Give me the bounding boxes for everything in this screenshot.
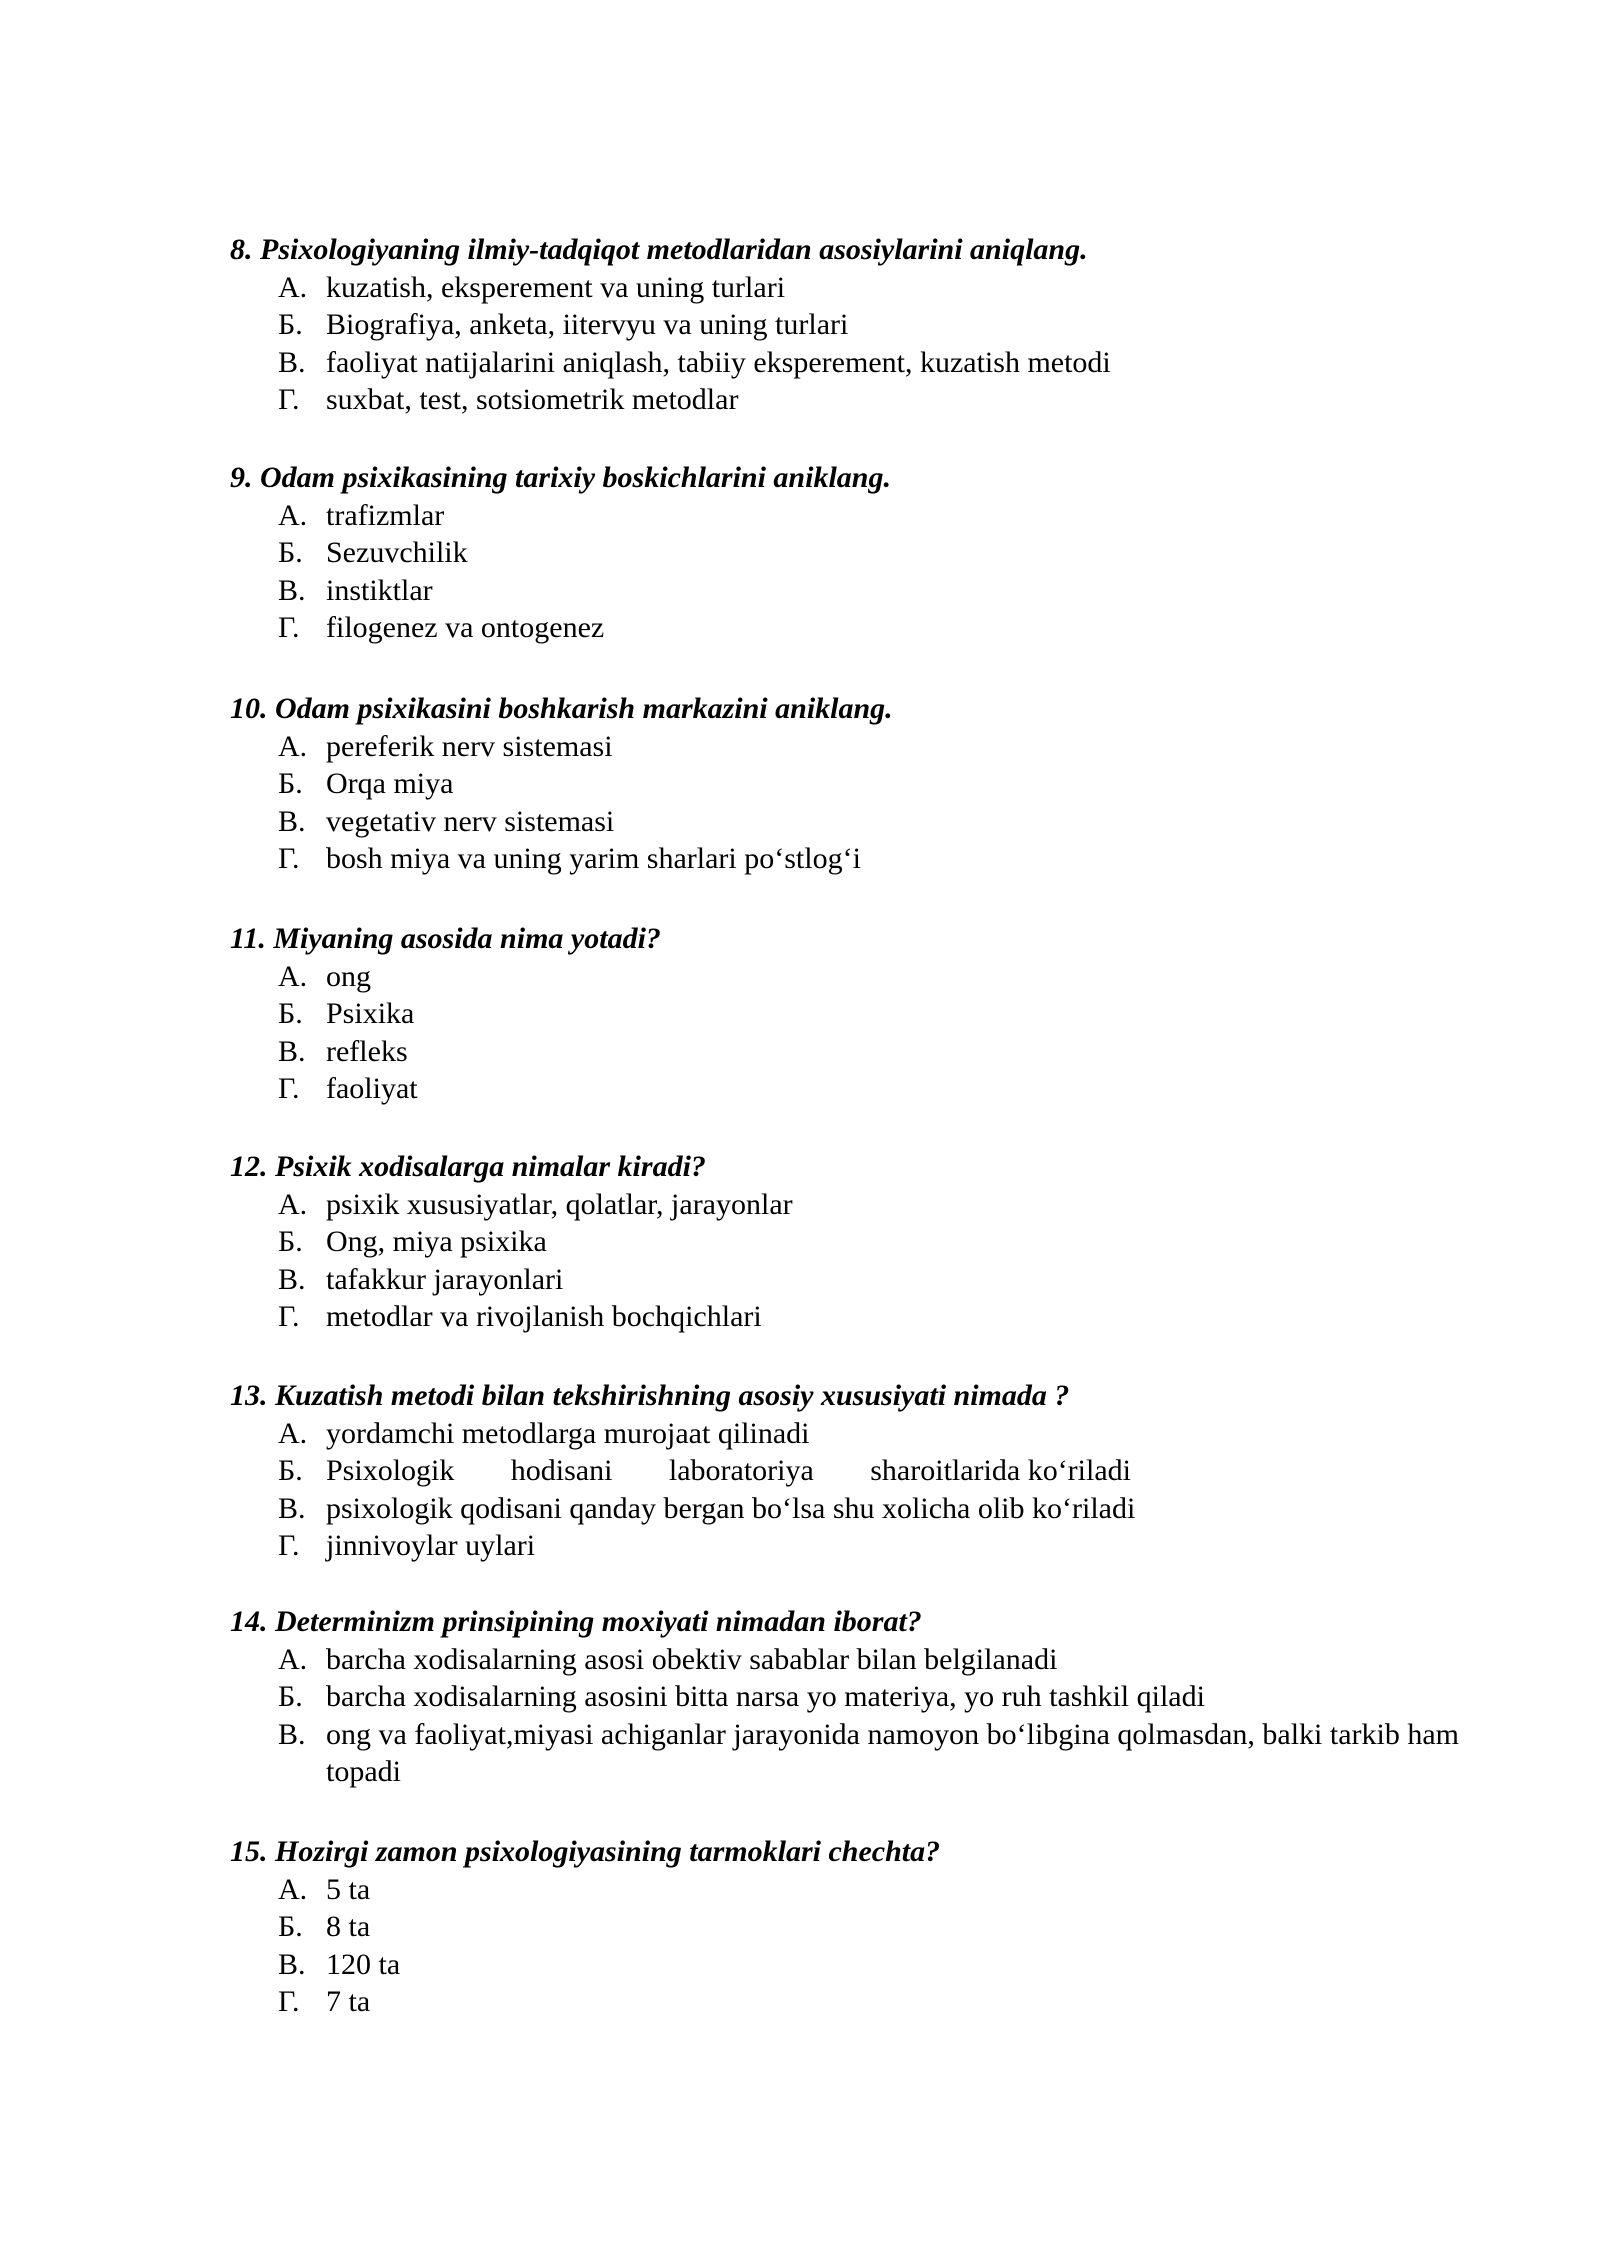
option-letter: Б. (278, 1910, 303, 1943)
answer-option (230, 1678, 1510, 1716)
option-letter: Г. (278, 842, 300, 875)
option-letter: Г. (278, 611, 300, 644)
answer-option (230, 1261, 1510, 1299)
answer-option (230, 1983, 1510, 2021)
option-text: jinnivoylar uylari (326, 1529, 536, 1562)
option-letter: А. (278, 270, 308, 304)
answer-option (230, 572, 1510, 610)
option-text: 120 ta (326, 1947, 401, 1981)
question-14 (230, 1603, 1510, 1791)
question-title: 11. Miyaning asosida nima yotadi? (230, 922, 661, 955)
option-letter: Г. (278, 383, 300, 416)
option-text: ong va faoliyat,miyasi achiganlar jarayonida namoyon bo‘libgina qolmasdan, balki tarkib ham topadi (326, 1717, 1460, 1788)
option-text: psixik xususiyatlar, qolatlar, jarayonlar (326, 1187, 793, 1221)
option-letter: В. (278, 804, 306, 838)
answer-option (230, 497, 1510, 535)
option-letter: Б. (278, 1454, 303, 1487)
option-letter: В. (278, 573, 306, 607)
option-letter: А. (278, 1416, 308, 1450)
option-letter: Г. (278, 1529, 300, 1562)
option-letter: В. (278, 1717, 306, 1751)
question-9 (230, 459, 1510, 647)
option-letter: Г. (278, 1072, 300, 1105)
answer-option (230, 1527, 1510, 1565)
answer-option (230, 1452, 1510, 1490)
option-text: Psixika (326, 997, 415, 1030)
answer-option (230, 840, 1510, 878)
option-letter: Б. (278, 1680, 303, 1713)
answer-option (230, 1908, 1510, 1946)
option-text: suxbat, test, sotsiometrik metodlar (326, 383, 739, 416)
answer-option (230, 306, 1510, 344)
option-letter: А. (278, 498, 308, 532)
answer-option (230, 958, 1510, 996)
option-letter: Г. (278, 1985, 300, 2018)
question-title: 13. Kuzatish metodi bilan tekshirishning asosiy xususiyati nimada ? (230, 1379, 1070, 1412)
answer-option (230, 1070, 1510, 1108)
question-10 (230, 690, 1510, 878)
option-text: Biografiya, anketa, iitervyu va uning turlari (326, 308, 849, 341)
question-12 (230, 1148, 1510, 1336)
option-text: trafizmlar (326, 498, 445, 532)
option-text: bosh miya va uning yarim sharlari po‘stlog‘i (326, 842, 861, 875)
option-text: Orqa miya (326, 767, 454, 800)
option-letter: В. (278, 1262, 306, 1296)
answer-option (230, 1033, 1510, 1071)
option-letter: В. (278, 1034, 306, 1068)
answer-option (230, 534, 1510, 572)
option-text: kuzatish, eksperement va uning turlari (326, 270, 786, 304)
option-text: faoliyat natijalarini aniqlash, tabiiy eksperement, kuzatish metodi (326, 345, 1111, 379)
option-text: ong (326, 959, 371, 993)
option-letter: Б. (278, 308, 303, 341)
option-text: filogenez va ontogenez (326, 611, 605, 644)
option-letter: В. (278, 1491, 306, 1525)
option-text: barcha xodisalarning asosi obektiv sabablar bilan belgilanadi (326, 1642, 1058, 1676)
answer-option (230, 1641, 1510, 1679)
question-8 (230, 231, 1510, 419)
option-word: sharoitlarida ko‘riladi (870, 1454, 1131, 1487)
option-letter: В. (278, 1947, 306, 1981)
answer-option (230, 1223, 1510, 1261)
question-11 (230, 920, 1510, 1108)
option-text: pereferik nerv sistemasi (326, 729, 613, 763)
option-letter: Б. (278, 997, 303, 1030)
answer-option (230, 1415, 1510, 1453)
option-letter: А. (278, 1187, 308, 1221)
answer-option (230, 1186, 1510, 1224)
question-title: 12. Psixik xodisalarga nimalar kiradi? (230, 1150, 706, 1183)
answer-option (230, 381, 1510, 419)
answer-option (230, 1716, 1510, 1791)
option-letter: А. (278, 729, 308, 763)
answer-option (230, 344, 1510, 382)
question-15 (230, 1833, 1510, 2021)
option-text: 7 ta (326, 1985, 371, 2018)
answer-option (230, 609, 1510, 647)
question-title: 9. Odam psixikasining tarixiy boskichlarini aniklang. (230, 461, 891, 494)
option-letter: Б. (278, 1225, 303, 1258)
option-word: laboratoriya (668, 1454, 814, 1487)
answer-option (230, 1490, 1510, 1528)
option-text: Ong, miya psixika (326, 1225, 547, 1258)
answer-option (230, 1871, 1510, 1909)
option-text: tafakkur jarayonlari (326, 1262, 564, 1296)
option-letter: А. (278, 1642, 308, 1676)
answer-option (230, 995, 1510, 1033)
option-text: psixologik qodisani qanday bergan bo‘lsa shu xolicha olib ko‘riladi (326, 1491, 1136, 1525)
question-title: 8. Psixologiyaning ilmiy-tadqiqot metodlaridan asosiylarini aniqlang. (230, 233, 1088, 266)
answer-option (230, 1298, 1510, 1336)
option-letter: Г. (278, 1300, 300, 1333)
option-text: refleks (326, 1034, 408, 1068)
option-text: 8 ta (326, 1910, 371, 1943)
question-title: 14. Determinizm prinsipining moxiyati nimadan iborat? (230, 1605, 922, 1638)
answer-option (230, 728, 1510, 766)
option-letter: Б. (278, 767, 303, 800)
option-text: faoliyat (326, 1072, 418, 1105)
question-title: 15. Hozirgi zamon psixologiyasining tarmoklari chechta? (230, 1835, 941, 1868)
answer-option (230, 1946, 1510, 1984)
option-text: instiktlar (326, 573, 433, 607)
option-text: Sezuvchilik (326, 536, 468, 569)
option-text: vegetativ nerv sistemasi (326, 804, 615, 838)
option-text (326, 1452, 1131, 1490)
option-letter: А. (278, 1872, 308, 1906)
option-text: yordamchi metodlarga murojaat qilinadi (326, 1416, 810, 1450)
question-13 (230, 1377, 1510, 1565)
option-text: 5 ta (326, 1872, 371, 1906)
option-text: barcha xodisalarning asosini bitta narsa yo materiya, yo ruh tashkil qiladi (326, 1680, 1205, 1713)
question-title: 10. Odam psixikasini boshkarish markazini aniklang. (230, 692, 893, 725)
answer-option (230, 269, 1510, 307)
option-letter: А. (278, 959, 308, 993)
option-word: hodisani (510, 1454, 613, 1487)
answer-option (230, 765, 1510, 803)
option-letter: Б. (278, 536, 303, 569)
option-word: Psixologik (326, 1454, 455, 1487)
option-text: metodlar va rivojlanish bochqichlari (326, 1300, 762, 1333)
answer-option (230, 803, 1510, 841)
option-letter: В. (278, 345, 306, 379)
